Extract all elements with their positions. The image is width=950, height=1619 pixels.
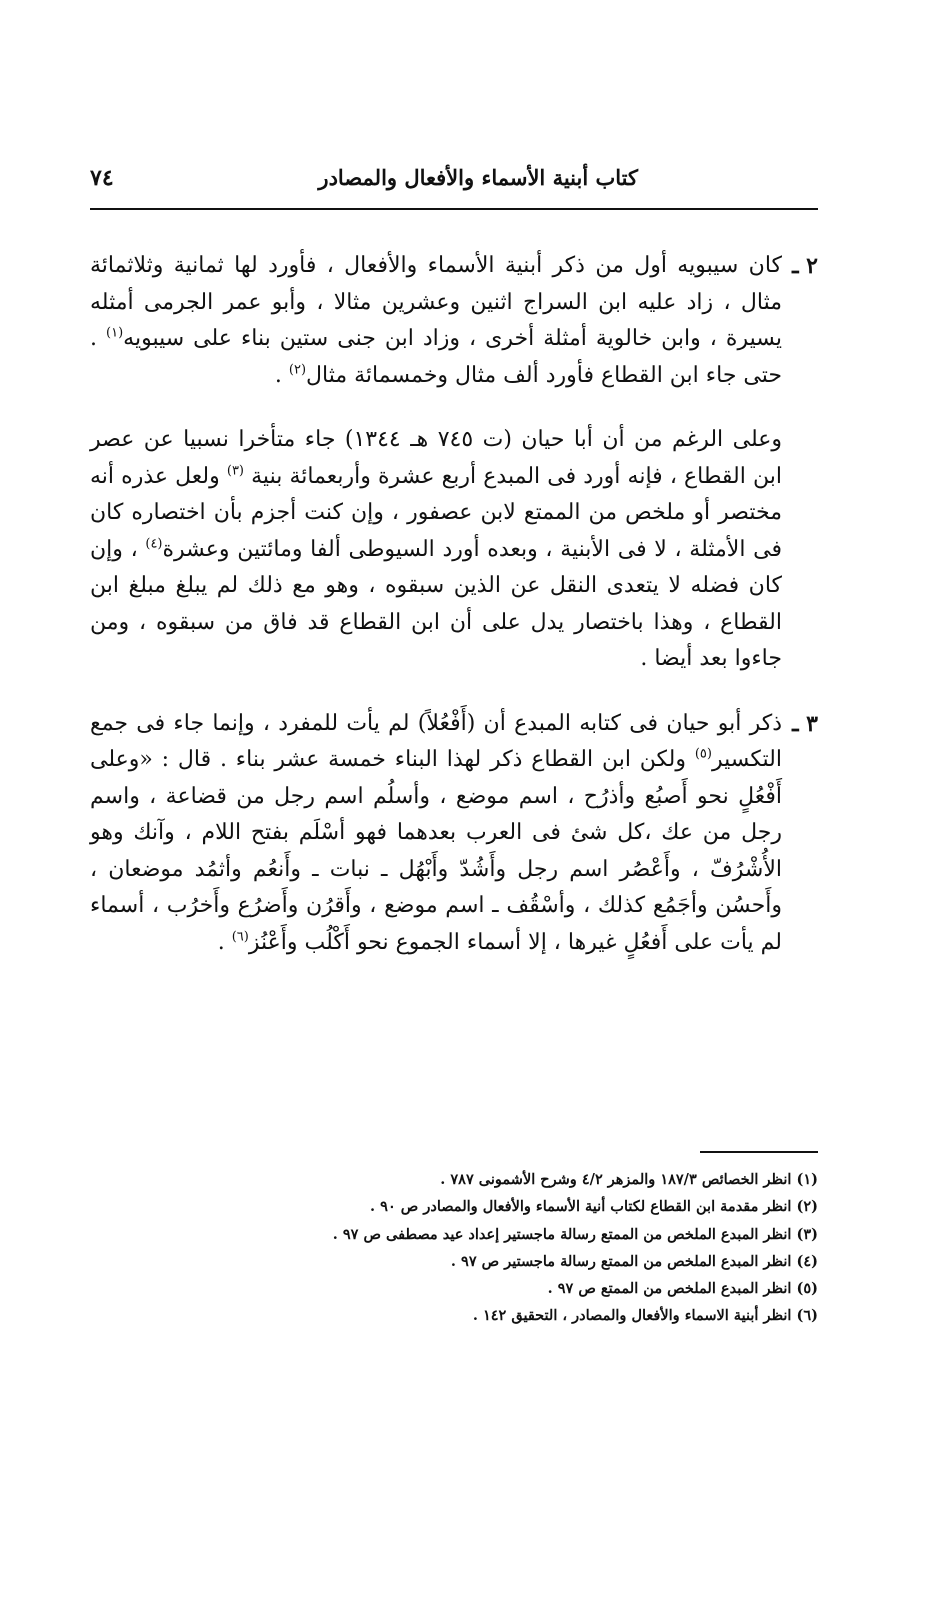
- paragraph-continuation: [90, 422, 818, 678]
- paragraph-item-2: [90, 248, 818, 394]
- footnote-5: (٥) انظر المبدع الملخص من الممتع ص ٩٧ .: [547, 1280, 818, 1297]
- text-segment: . حتى جاء ابن القطاع فأورد ألف مثال وخمسمائة مثال: [90, 326, 782, 388]
- footnote-1: (١) انظر الخصائص ١٨٧/٣ والمزهر ٤/٢ وشرح الأشمونى ٧٨٧ .: [440, 1171, 818, 1188]
- page-header: [90, 165, 818, 203]
- text-segment: ولكن ابن القطاع ذكر لهذا البناء خمسة عشر بناء . قال : «وعلى أَفْعُلٍ نحو أَصبُع وأذرُح ، اسم موضع ، وأسلُم اسم رجل من قضاعة ، واسم رجل من عك ،كل شئ فى العرب بعدهما فهو أسْلَم بفتح اللام ، وآنك وهو الأُشْرُفّ ، وأَعْصُر اسم رجل وأَشُدّ وأَبْهُل ـ نبات ـ وأَنعُم وأثمُد موضعان ، وأَحسُن وأجَمُع كذلك ، وأسْقُف ـ اسم موضع ، وأَقرُن وأَضرُع وأَخرُب ، أسماء لم يأت على أَفعُلٍ غيرها ، إلا أسماء الجموع نحو أَكْلُب وأَعْنُز: [90, 747, 782, 955]
- footnote-ref: (١): [106, 325, 124, 341]
- footnote-3: (٣) انظر المبدع الملخص من الممتع رسالة ماجستير إعداد عيد مصطفى ص ٩٧ .: [332, 1225, 818, 1243]
- item-number: ٢ ـ: [792, 253, 818, 279]
- header-rule: [90, 208, 818, 210]
- footnote-ref: (٥): [694, 746, 712, 762]
- text-segment: ولعل عذره أنه مختصر أو ملخص من الممتع لابن عصفور ، وإن كنت أجزم بأن اختصاره كان فى الأمثلة ، لا فى الأبنية ، وبعده أورد السيوطى ألفا ومائتين وعشرة: [90, 463, 782, 562]
- text-segment: ذكر أبو حيان فى كتابه المبدع أن (أَفْعُلاً) لم يأت للمفرد ، وإنما جاء فى جمع التكسير: [90, 710, 782, 773]
- item-number: ٣ ـ: [792, 710, 818, 737]
- running-title: كتاب أبنية الأسماء والأفعال والمصادر: [318, 165, 638, 190]
- text-segment: كان سيبويه أول من ذكر أبنية الأسماء والأفعال ، فأورد لها ثمانية وثلاثمائة مثال ، زاد عليه ابن السراج اثنين وعشرين مثالا ، وأبو عمر الجرمى أمثله يسيرة ، وابن خالوية أمثلة أخرى ، وزاد ابن جنى ستين بناء على سيبويه: [90, 253, 782, 352]
- paragraph-item-3: [90, 706, 818, 962]
- footnote-ref: (٣): [226, 463, 244, 479]
- footnote-rule: [700, 1151, 818, 1153]
- text-segment: .: [274, 362, 289, 388]
- footnote-2: (٢) انظر مقدمة ابن القطاع لكتاب أنية الأسماء والأفعال والمصادر ص ٩٠ .: [370, 1198, 818, 1216]
- footnote-ref: (٢): [288, 362, 307, 378]
- footnote-ref: (٦): [231, 929, 249, 945]
- text-segment: وعلى الرغم من أن أبا حيان (ت ٧٤٥ هـ ١٣٤٤) جاء متأخرا نسبيا عن عصر ابن القطاع ، فإنه أورد فى المبدع أربع عشرة وأربعمائة بنية: [90, 427, 782, 489]
- footnote-6: (٦) انظر أبنية الاسماء والأفعال والمصادر ، التحقيق ١٤٢ .: [472, 1307, 818, 1325]
- main-text: [90, 248, 818, 989]
- footnotes: [250, 1166, 818, 1330]
- footnote-4: (٤) انظر المبدع الملخص من الممتع رسالة ماجستير ص ٩٧ .: [450, 1252, 818, 1270]
- text-segment: ، وإن كان فضله لا يتعدى النقل عن الذين سبقوه ، وهو مع ذلك لم يبلغ مبلغ ابن القطاع ، وهذا باختصار يدل على أن ابن القطاع قد فاق من سبقوه ، ومن جاءوا بعد أيضا .: [90, 536, 782, 672]
- footnote-ref: (٤): [145, 536, 163, 552]
- text-segment: .: [217, 929, 232, 955]
- page-number: ٧٤: [90, 165, 114, 191]
